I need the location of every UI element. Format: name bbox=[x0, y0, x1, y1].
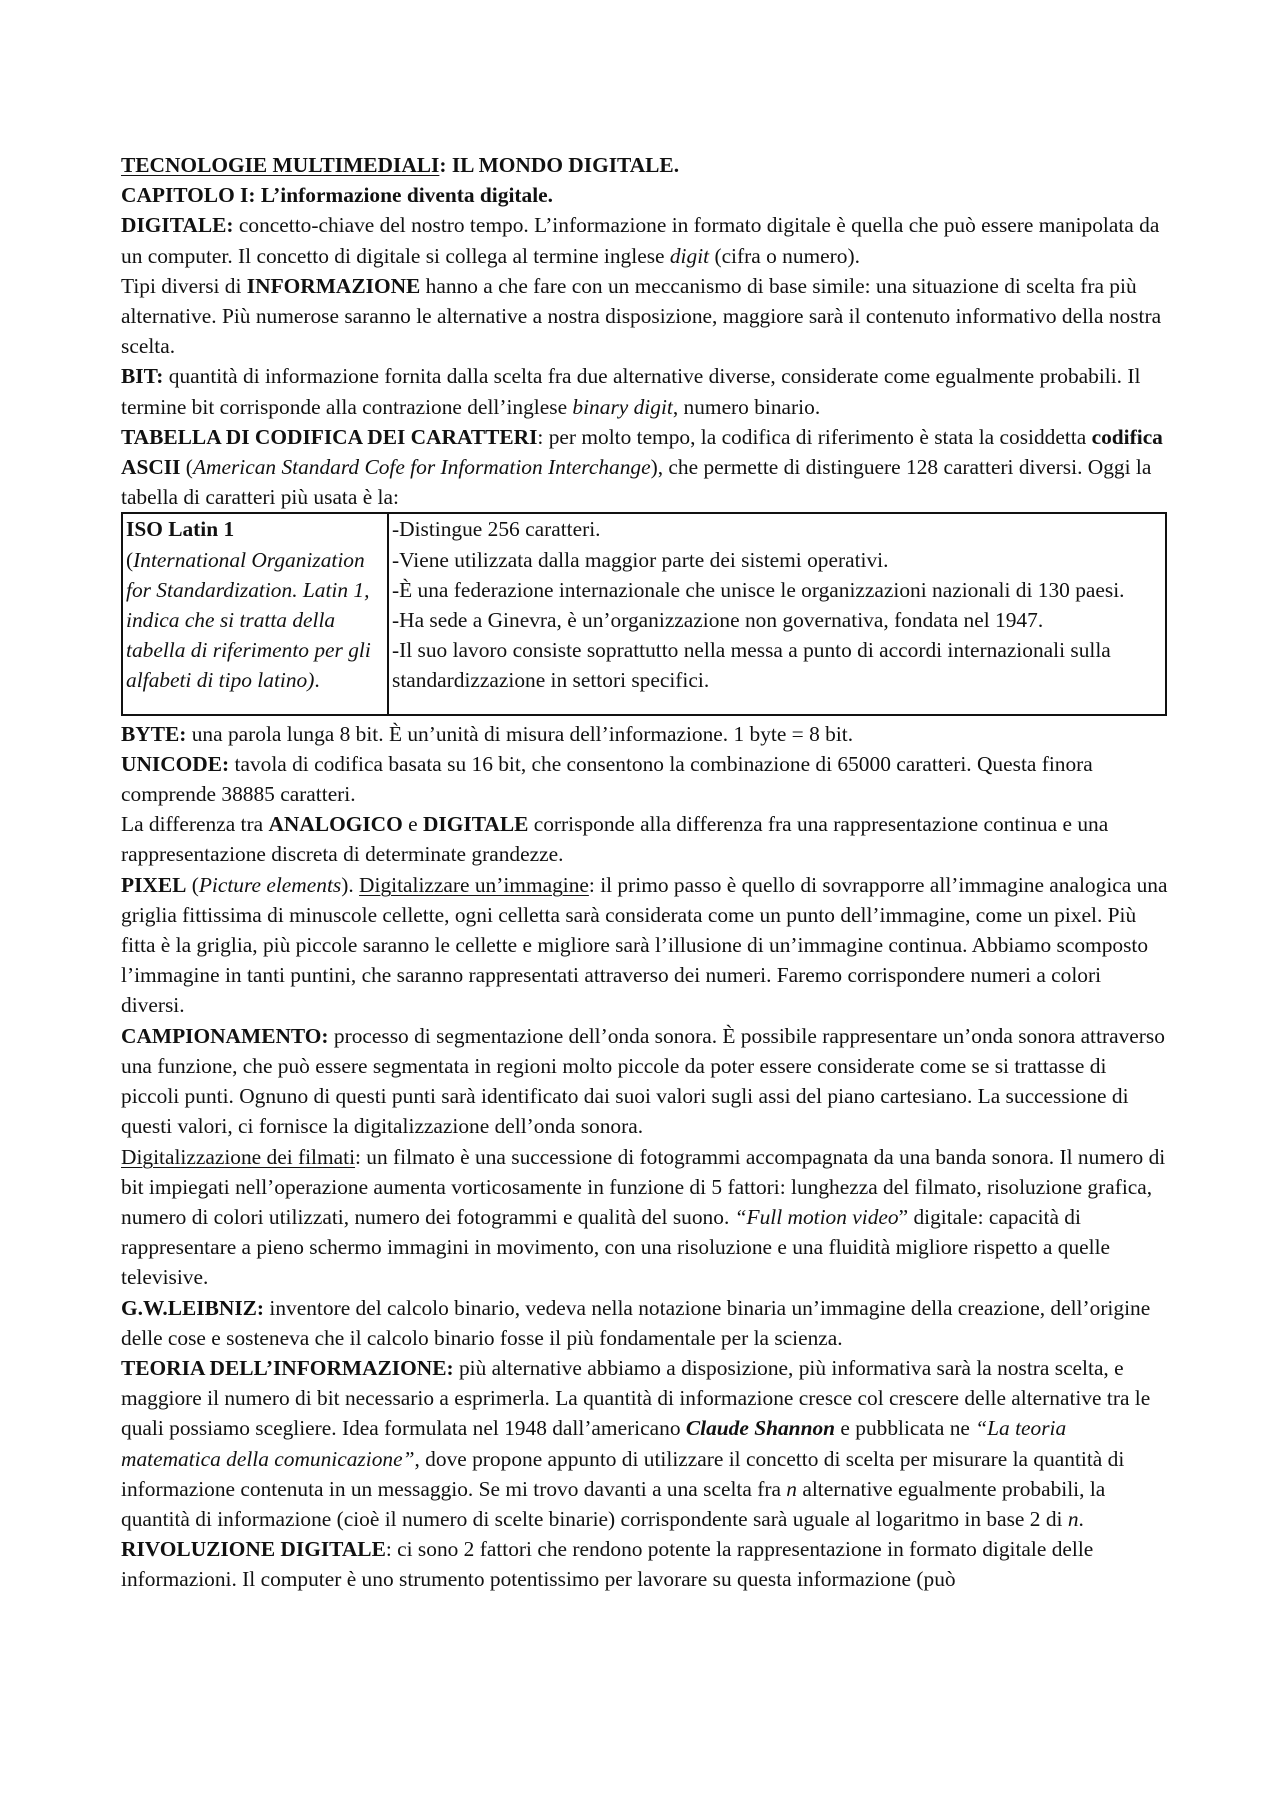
paragraph-tabella: TABELLA DI CODIFICA DEI CARATTERI: per molto tempo, la codifica di riferimento è stata la cosiddetta codifica ASCII (American Standard Cofe for Information Interchange), che permette di distinguere 128 caratteri diversi. Oggi la tabella di caratteri più usata è la: bbox=[121, 424, 1163, 510]
term-bit: BIT: bbox=[121, 364, 164, 389]
paragraph-rivoluzione: RIVOLUZIONE DIGITALE: ci sono 2 fattori che rendono potente la rappresentazione in formato digitale delle informazioni. Il computer è uno strumento potentissimo per lavorare su questa informazione (può bbox=[121, 1537, 1094, 1592]
term-pixel: PIXEL bbox=[121, 872, 187, 897]
list-item: -Il suo lavoro consiste soprattutto nella messa a punto di accordi internazionali sulla standardizzazione in settori specifici. bbox=[392, 638, 1111, 693]
list-item: -Viene utilizzata dalla maggior parte dei sistemi operativi. bbox=[392, 547, 889, 572]
paragraph-teoria: TEORIA DELL’INFORMAZIONE: più alternative abbiamo a disposizione, più informativa sarà la nostra scelta, e maggiore il numero di bit necessario a esprimerla. La quantità di informazione cresce col crescere delle alternative tra le quali possiamo scegliere. Idea formulata nel 1948 dall’americano Claude Shannon e pubblicata ne “La teoria matematica della comunicazione”, dove propone appunto di utilizzare il concetto di scelta per misurare la quantità di informazione contenuta in un messaggio. Se mi trovo davanti a una scelta fra n alternative egualmente probabili, la quantità di informazione (cioè il numero di scelte binarie) corrispondente sarà uguale al logaritmo in base 2 di n. bbox=[121, 1355, 1151, 1531]
term-digitale: DIGITALE: bbox=[121, 213, 234, 238]
term-leibniz: G.W.LEIBNIZ: bbox=[121, 1295, 265, 1320]
title-underlined: TECNOLOGIE MULTIMEDIALI bbox=[121, 153, 440, 177]
paragraph-bit: BIT: quantità di informazione fornita dalla scelta fra due alternative diverse, considerate come egualmente probabili. Il termine bit corrisponde alla contrazione dell’inglese binary digit, numero binario. bbox=[121, 364, 1141, 419]
paragraph-unicode: UNICODE: tavola di codifica basata su 16 bit, che consentono la combinazione di 65000 caratteri. Questa finora comprende 38885 caratteri. bbox=[121, 751, 1093, 807]
paragraph-campionamento: CAMPIONAMENTO: processo di segmentazione dell’onda sonora. È possibile rappresentare un’onda sonora attraverso una funzione, che può essere segmentata in regioni molto piccole da poter essere considerate come se si trattasse di piccoli punti. Ognuno di questi punti sarà identificato dai suoi valori sugli assi del piano cartesiano. La successione di questi valori, ci fornisce la digitalizzazione dell’onda sonora. bbox=[121, 1023, 1165, 1139]
paragraph-informazione: Tipi diversi di INFORMAZIONE hanno a che fare con un meccanismo di base simile: una situazione di scelta fra più alternative. Più numerose saranno le alternative a nostra disposizione, maggiore sarà il contenuto informativo della nostra scelta. bbox=[121, 273, 1162, 359]
table-row bbox=[122, 513, 1166, 714]
list-item: -È una federazione internazionale che unisce le organizzazioni nazionali di 130 paesi. bbox=[392, 577, 1125, 602]
paragraph-analogico: La differenza tra ANALOGICO e DIGITALE corrisponde alla differenza fra una rappresentazione continua e una rappresentazione discreta di determinate grandezze. bbox=[121, 812, 1109, 867]
table-cell-left: ISO Latin 1 (International Organization for Standardization. Latin 1, indica che si tratta della tabella di riferimento per gli alfabeti di tipo latino). bbox=[122, 513, 388, 714]
list-item: -Ha sede a Ginevra, è un’organizzazione non governativa, fondata nel 1947. bbox=[392, 608, 1044, 633]
paragraph-digitale: DIGITALE: concetto-chiave del nostro tempo. L’informazione in formato digitale è quella che può essere manipolata da un computer. Il concetto di digitale si collega al termine inglese digit (cifra o numero). bbox=[121, 213, 1160, 268]
table-cell-right bbox=[388, 513, 1166, 714]
iso-latin-table bbox=[121, 512, 1167, 715]
paragraph-filmati: Digitalizzazione dei filmati: un filmato è una successione di fotogrammi accompagnata da una banda sonora. Il numero di bit impiegati nell’operazione aumenta vorticosamente in funzione di 5 fattori: lunghezza del filmato, risoluzione grafica, numero di colori utilizzati, numero dei fotogrammi e qualità del suono. “Full motion video” digitale: capacità di rappresentare a pieno schermo immagini in movimento, con una risoluzione e una fluidità migliore rispetto a quelle televisive. bbox=[121, 1144, 1166, 1290]
list-item: -Distingue 256 caratteri. bbox=[392, 517, 601, 542]
paragraph-byte: BYTE: una parola lunga 8 bit. È un’unità di misura dell’informazione. 1 byte = 8 bit. bbox=[121, 721, 854, 746]
chapter-title: CAPITOLO I: L’informazione diventa digitale. bbox=[121, 183, 553, 208]
document-title: TECNOLOGIE MULTIMEDIALI: IL MONDO DIGITALE. bbox=[121, 153, 680, 177]
term-teoria: TEORIA DELL’INFORMAZIONE: bbox=[121, 1355, 454, 1380]
term-unicode: UNICODE: bbox=[121, 751, 230, 776]
term-campionamento: CAMPIONAMENTO: bbox=[121, 1023, 329, 1048]
paragraph-leibniz: G.W.LEIBNIZ: inventore del calcolo binario, vedeva nella notazione binaria un’immagine della creazione, dell’origine delle cose e sosteneva che il calcolo binario fosse il più fondamentale per la scienza. bbox=[121, 1295, 1151, 1350]
term-rivoluzione: RIVOLUZIONE DIGITALE bbox=[121, 1537, 386, 1562]
term-byte: BYTE: bbox=[121, 721, 187, 746]
term-tabella: TABELLA DI CODIFICA DEI CARATTERI bbox=[121, 424, 538, 449]
paragraph-pixel: PIXEL (Picture elements). Digitalizzare un’immagine: il primo passo è quello di sovrapporre all’immagine analogica una griglia fittissima di minuscole cellette, ogni celletta sarà considerata come un punto dell’immagine, come un pixel. Più fitta è la griglia, più piccole saranno le cellette e migliore sarà l’illusione di un’immagine continua. Abbiamo scomposto l’immagine in tanti puntini, che saranno rappresentati attraverso dei numeri. Faremo corrispondere numeri a colori diversi. bbox=[121, 872, 1168, 1018]
term-informazione: INFORMAZIONE bbox=[246, 273, 421, 298]
document-page bbox=[121, 150, 1169, 1595]
